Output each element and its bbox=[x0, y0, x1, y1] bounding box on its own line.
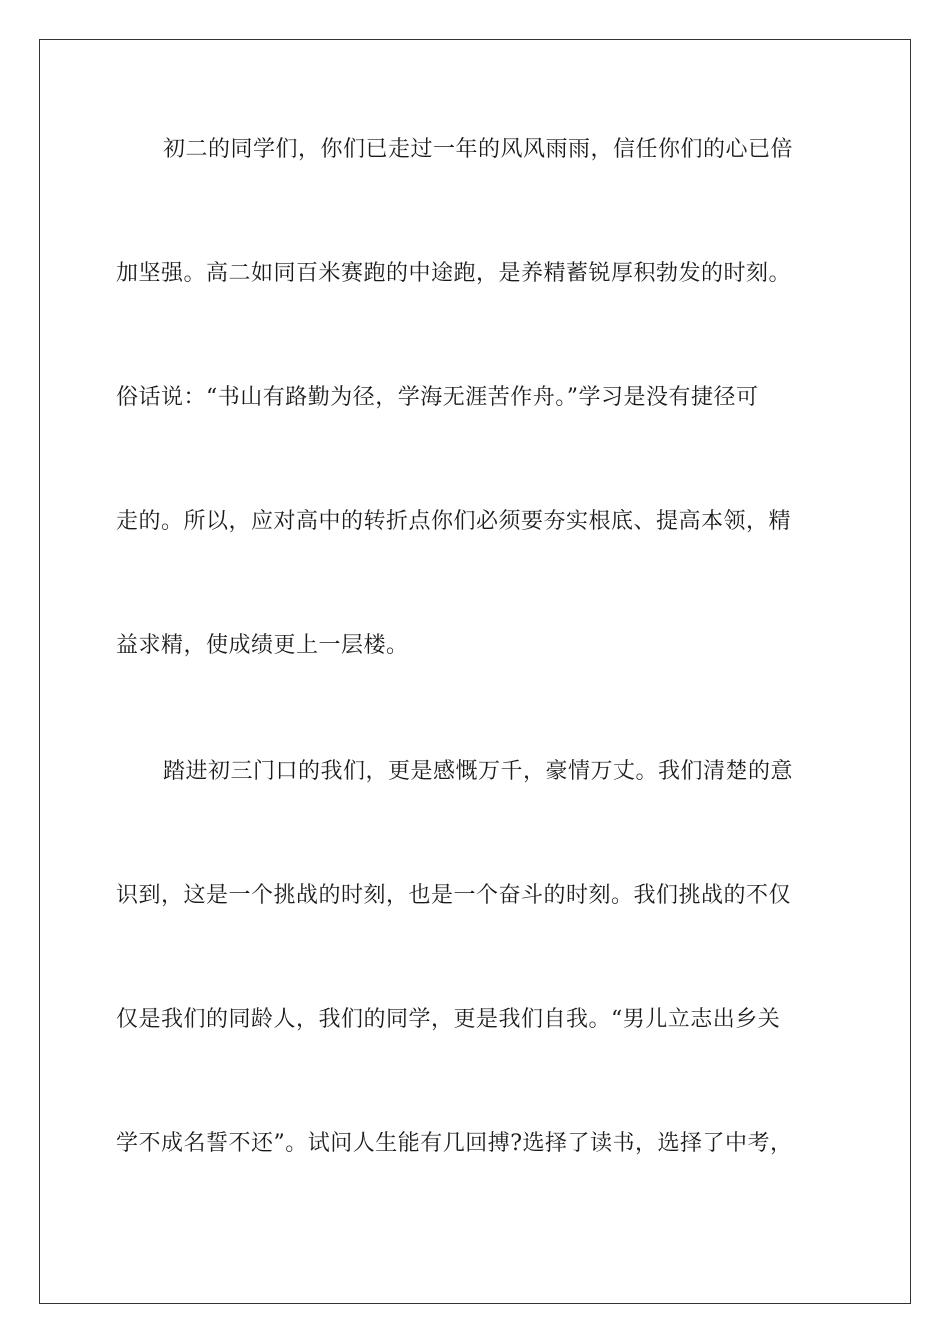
text-line: 仅是我们的同龄人，我们的同学，更是我们自我。“男儿立志出乡关 bbox=[116, 1007, 781, 1032]
text-line: 俗话说：“书山有路勤为径，学海无涯苦作舟。”学习是没有捷径可 bbox=[116, 385, 759, 410]
page-border bbox=[39, 39, 911, 1304]
text-line: 走的。所以，应对高中的转折点你们必须要夯实根底、提高本领，精 bbox=[116, 509, 792, 534]
text-line: 踏进初三门口的我们，更是感慨万千，豪情万丈。我们清楚的意 bbox=[163, 759, 794, 784]
text-line: 益求精，使成绩更上一层楼。 bbox=[116, 633, 409, 658]
text-line: 识到，这是一个挑战的时刻，也是一个奋斗的时刻。我们挑战的不仅 bbox=[116, 883, 792, 908]
text-line: 初二的同学们，你们已走过一年的风风雨雨，信任你们的心已倍 bbox=[163, 137, 794, 162]
text-line: 加坚强。高二如同百米赛跑的中途跑，是养精蓄锐厚积勃发的时刻。 bbox=[116, 261, 792, 286]
text-line: 学不成名誓不还”。试问人生能有几回搏?选择了读书，选择了中考， bbox=[116, 1131, 793, 1156]
